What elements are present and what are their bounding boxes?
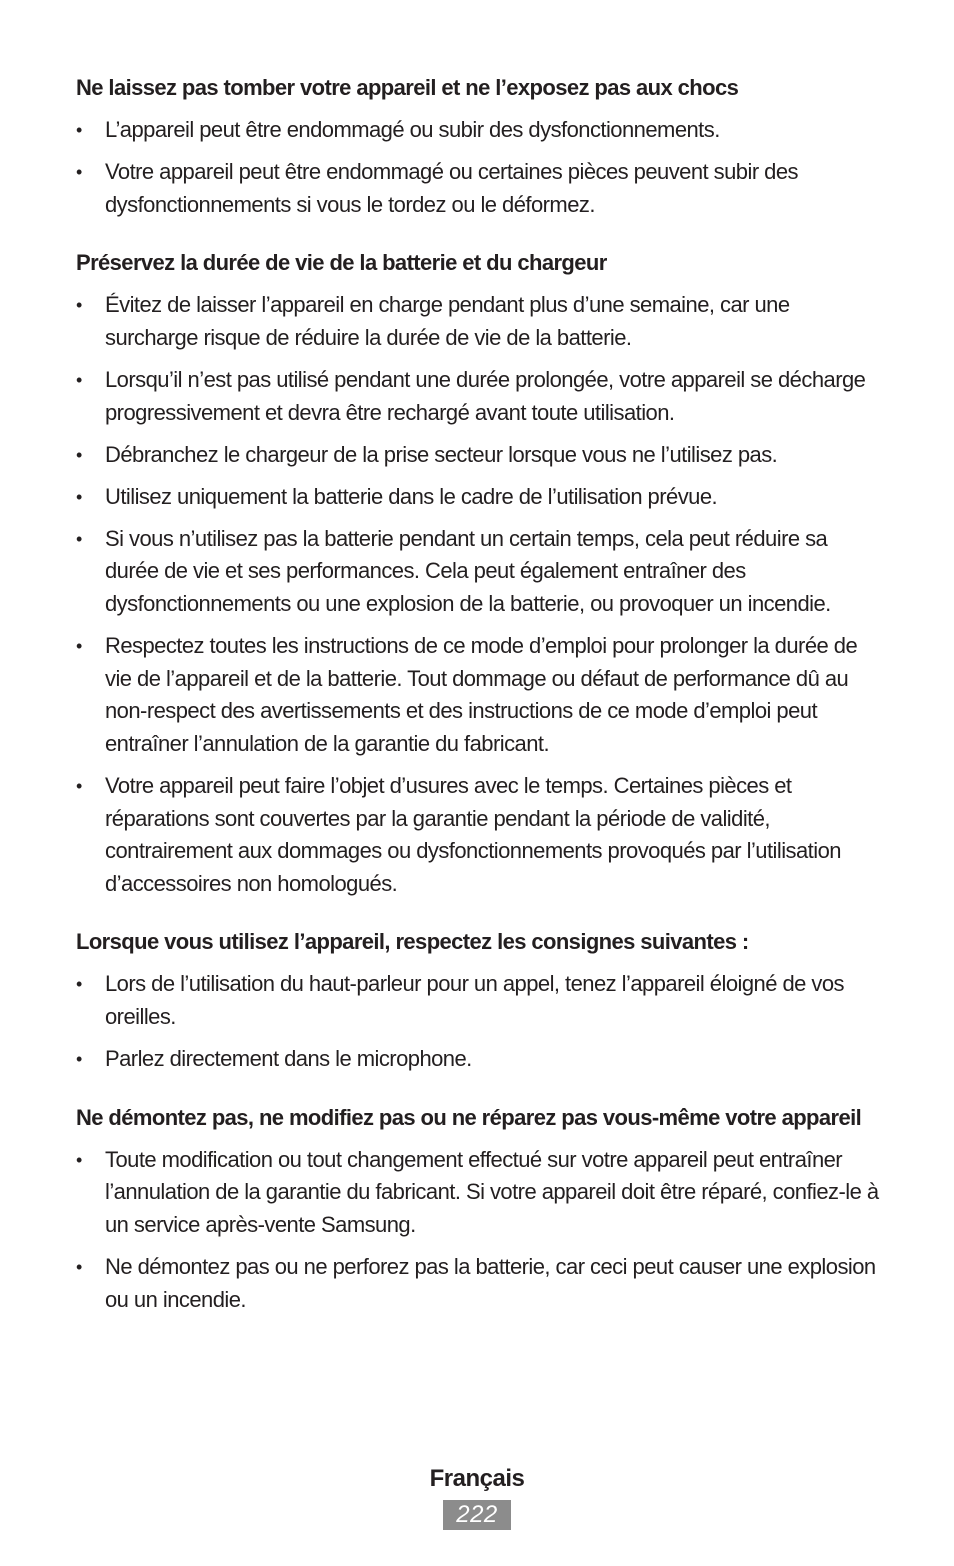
bullet-item: [76, 114, 886, 147]
bullet-text: Toute modification ou tout changement effectué sur votre appareil peut entraîner l’annulation de la garantie du fabricant. Si votre appareil doit être réparé, confiez-le à un service après-vente Samsung.: [105, 1146, 879, 1237]
bullet-text: Lorsqu’il n’est pas utilisé pendant une durée prolongée, votre appareil se décharge progressivement et devra être rechargé avant toute utilisation.: [105, 366, 866, 425]
bullet-dot-icon: •: [76, 162, 82, 183]
bullet-dot-icon: •: [76, 120, 82, 140]
bullet-dot-icon: •: [76, 974, 82, 995]
section-drop-shock: [76, 72, 886, 221]
bullet-item: [76, 1251, 886, 1316]
page-number-badge: 222: [443, 1500, 511, 1530]
document-page: [76, 72, 886, 1316]
bullet-item: [76, 523, 886, 621]
footer-language: Français: [429, 1465, 525, 1492]
bullet-dot-icon: •: [76, 528, 82, 549]
bullet-dot-icon: •: [76, 369, 82, 390]
bullet-text: Utilisez uniquement la batterie dans le cadre de l’utilisation prévue.: [105, 483, 718, 509]
section-heading: Ne démontez pas, ne modifiez pas ou ne réparez pas vous-même votre appareil: [76, 1104, 862, 1130]
bullet-item: [76, 364, 886, 429]
bullet-item: [76, 289, 886, 354]
bullet-dot-icon: •: [76, 1256, 82, 1277]
bullet-dot-icon: •: [76, 1049, 82, 1070]
bullet-item: [76, 770, 886, 900]
bullet-dot-icon: •: [76, 636, 82, 657]
bullet-list: [76, 1144, 886, 1316]
bullet-item: [76, 439, 886, 472]
bullet-text: Votre appareil peut faire l’objet d’usures avec le temps. Certaines pièces et réparations sont couvertes par la garantie pendant la période de validité, contrairement aux dommages ou dysfonctionnements provoqués par l’utilisation d’accessoires non homologués.: [105, 773, 841, 896]
section-heading: Ne laissez pas tomber votre appareil et ne l’exposez pas aux chocs: [76, 75, 739, 100]
bullet-list: [76, 968, 886, 1075]
bullet-item: [76, 630, 886, 760]
bullet-text: L’appareil peut être endommagé ou subir des dysfonctionnements.: [105, 117, 720, 142]
bullet-list: [76, 114, 886, 221]
bullet-dot-icon: •: [76, 776, 82, 796]
bullet-text: Si vous n’utilisez pas la batterie pendant un certain temps, cela peut réduire sa durée de vie et ses performances. Cela peut également entraîner des dysfonctionnements ou une explosion de la batterie, ou provoquer un incendie.: [105, 525, 831, 617]
section-usage-guidelines: [76, 926, 886, 1075]
bullet-item: [76, 1043, 886, 1076]
bullet-text: Ne démontez pas ou ne perforez pas la batterie, car ceci peut causer une explosion ou un incendie.: [105, 1253, 876, 1312]
bullet-text: Respectez toutes les instructions de ce mode d’emploi pour prolonger la durée de vie de l’appareil et de la batterie. Tout dommage ou défaut de performance dû au non-respect des avertissements et des instructions de ce mode d’emploi peut entraîner l’annulation de la garantie du fabricant.: [105, 633, 858, 756]
bullet-text: Votre appareil peut être endommagé ou certaines pièces peuvent subir des dysfonctionnements si vous le tordez ou le déformez.: [105, 159, 798, 217]
section-battery-life: [76, 247, 886, 900]
bullet-text: Débranchez le chargeur de la prise secteur lorsque vous ne l’utilisez pas.: [105, 441, 778, 467]
bullet-text: Lors de l’utilisation du haut-parleur pour un appel, tenez l’appareil éloigné de vos oreilles.: [105, 971, 844, 1029]
page-footer: [0, 1462, 954, 1530]
bullet-dot-icon: •: [76, 295, 82, 316]
section-no-disassembly: [76, 1102, 886, 1316]
bullet-item: [76, 156, 886, 221]
section-heading: Préservez la durée de vie de la batterie et du chargeur: [76, 250, 607, 276]
bullet-item: [76, 968, 886, 1033]
bullet-dot-icon: •: [76, 486, 82, 507]
bullet-text: Évitez de laisser l’appareil en charge pendant plus d’une semaine, car une surcharge risque de réduire la durée de vie de la batterie.: [105, 292, 790, 350]
section-heading: Lorsque vous utilisez l’appareil, respectez les consignes suivantes :: [76, 929, 749, 955]
bullet-item: [76, 481, 886, 514]
bullet-dot-icon: •: [76, 1149, 82, 1170]
bullet-dot-icon: •: [76, 444, 82, 465]
bullet-list: [76, 289, 886, 900]
bullet-item: [76, 1144, 886, 1242]
bullet-text: Parlez directement dans le microphone.: [105, 1046, 472, 1072]
